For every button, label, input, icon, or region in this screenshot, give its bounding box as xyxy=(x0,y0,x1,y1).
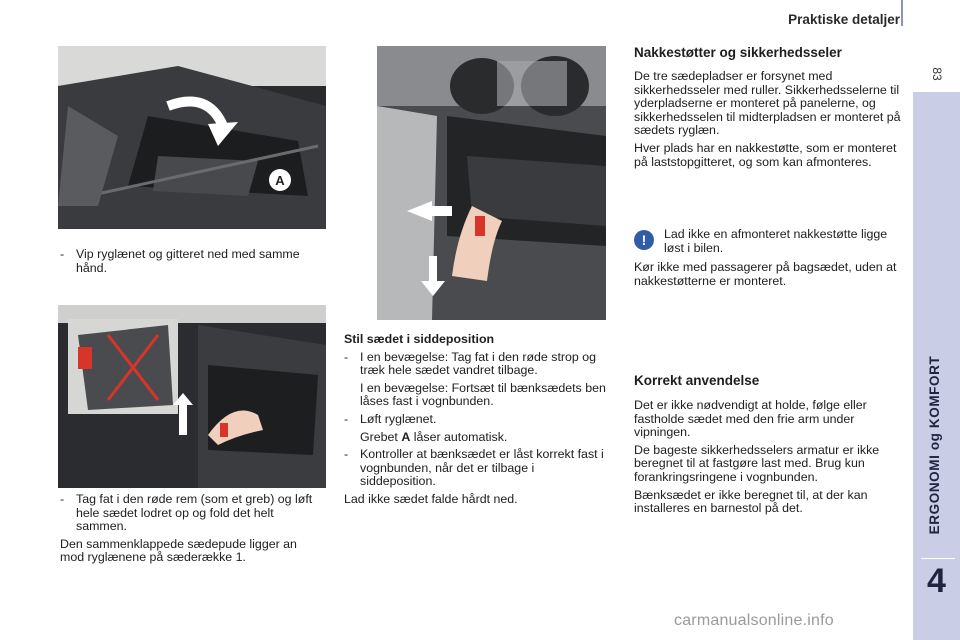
grip-prefix: Grebet xyxy=(360,429,402,444)
warning-followup xyxy=(634,261,906,292)
step-text: Løft ryglænet. xyxy=(360,411,437,426)
caption-text: Vip ryglænet og gitteret ned med samme hånd. xyxy=(76,247,300,275)
subheading-seat-position: Stil sædet i siddeposition xyxy=(344,332,495,346)
running-header: Praktiske detaljer xyxy=(788,12,900,27)
step-text: I en bevægelse: Tag fat i den røde strop og træk hele sædet vandret tilbage. xyxy=(360,349,597,378)
section-seat-position xyxy=(344,333,612,511)
chapter-number: 4 xyxy=(927,562,946,600)
closing-note: Lad ikke sædet falde hårdt ned. xyxy=(344,491,518,506)
photo-tip-cushion xyxy=(58,305,326,488)
paragraph-child-seat: Bænksædet er ikke beregnet til, at der kan installeres en barnestol på det. xyxy=(634,487,868,516)
header-rule xyxy=(901,0,903,26)
paragraph-seatbelts: De tre sædepladser er forsynet med sikkerhedsseler med ruller. Sikkerhedsselerne til yderpladserne er monteret på panelerne, og sikkerhedsselen til midterpladsen er monteret på sædets ryglæn. xyxy=(634,69,901,138)
bullet-dash: - xyxy=(344,411,349,426)
photo-pull-seat xyxy=(377,46,606,320)
paragraph-free-arm: Det er ikke nødvendigt at holde, følge eller fastholde sædet med den frie arm under vipningen. xyxy=(634,398,867,440)
paragraph-anchor-rings: De bageste sikkerhedsselers armatur er ikke beregnet til at fastgøre last med. Brug kun forankringsringene i vognbunden. xyxy=(634,442,880,484)
caption-fold-backrest xyxy=(60,248,320,275)
warning-text: Lad ikke en afmonteret nakkestøtte ligge løst i bilen. xyxy=(664,227,888,255)
watermark: carmanualsonline.info xyxy=(674,612,834,629)
section-title-correct-use: Korrekt anvendelse xyxy=(634,373,760,388)
bullet-dash: - xyxy=(344,349,349,364)
warning-box xyxy=(634,228,904,255)
bullet-dash: - xyxy=(60,492,65,506)
chapter-title: ERGONOMI og KOMFORT xyxy=(927,355,942,535)
grip-label-a: A xyxy=(401,429,411,444)
caption-text: Tag fat i den røde rem (som et greb) og løft hele sædet lodret op og fold det helt sammen. xyxy=(76,492,313,534)
bullet-dash: - xyxy=(60,247,65,261)
page-number: 83 xyxy=(930,67,944,81)
grip-suffix: låser automatisk. xyxy=(410,429,508,444)
section-title-headrests: Nakkestøtter og sikkerhedsseler xyxy=(634,45,842,60)
chapter-divider xyxy=(921,558,955,559)
section-correct-use-body xyxy=(634,399,906,520)
photo-fold-backrest xyxy=(58,46,326,229)
section-headrests-body xyxy=(634,70,906,173)
photo-label-a: A xyxy=(275,173,285,188)
bullet-dash: - xyxy=(344,447,349,462)
paragraph-cushion-rests: Den sammenklappede sædepude ligger an mod ryglænene på sæderække 1. xyxy=(60,536,297,565)
caption-tip-cushion xyxy=(60,493,322,569)
bullet-dash xyxy=(344,382,360,409)
paragraph-headrest: Hver plads har en nakkestøtte, som er monteret på laststopgitteret, og som kan afmonteres. xyxy=(634,140,897,169)
paragraph-passengers: Kør ikke med passagerer på bagsædet, uden at nakkestøtterne er monteret. xyxy=(634,260,897,288)
step-text: Kontroller at bænksædet er låst korrekt fast i vognbunden, når det er tilbage i siddeposition. xyxy=(360,447,604,489)
warning-icon: ! xyxy=(634,230,654,250)
grip-locks-text xyxy=(344,431,612,445)
step-text: I en bevægelse: Fortsæt til bænksædets ben låses fast i vognbunden. xyxy=(360,380,606,409)
